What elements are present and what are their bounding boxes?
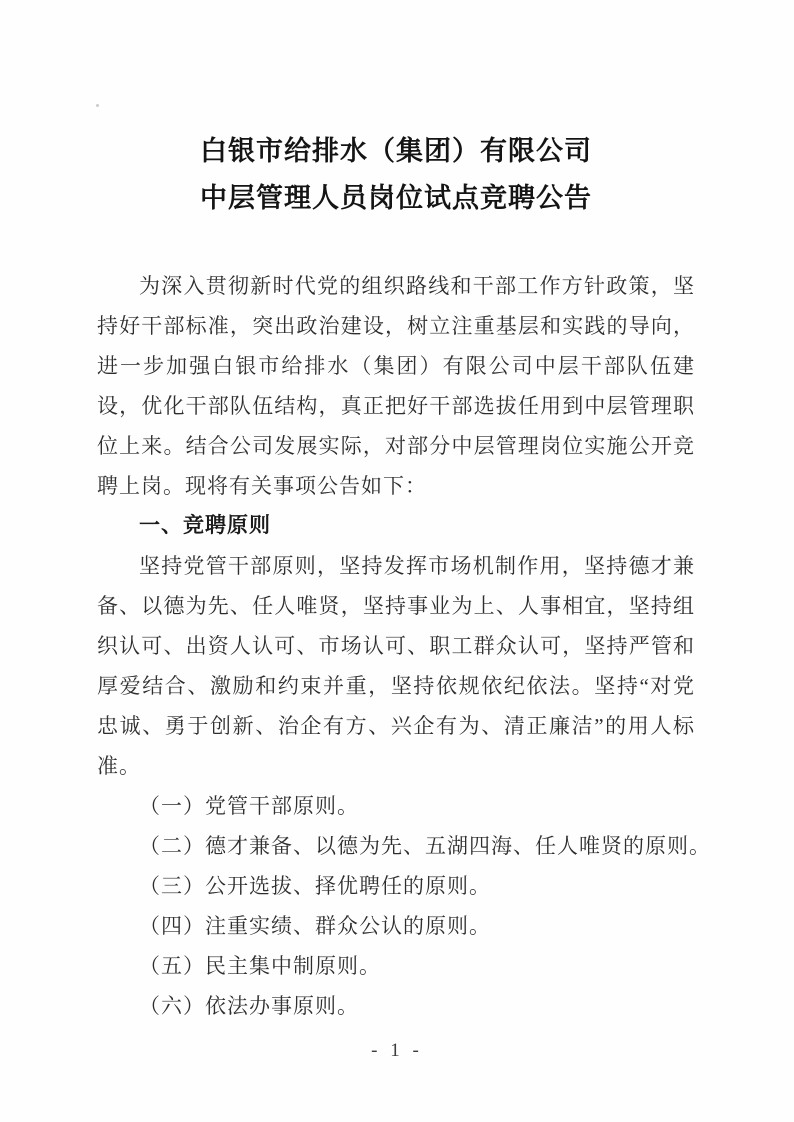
scan-speck [96,104,99,107]
principle-item-2: （二）德才兼备、以德为先、五湖四海、任人唯贤的原则。 [139,834,711,858]
intro-paragraph: 为深入贯彻新时代党的组织路线和干部工作方针政策，坚持好干部标准，突出政治建设，树立注重基层和实践的导向，进一步加强白银市给排水（集团）有限公司中层干部队伍建设，优化干部队伍结构，真正把好干部选拔任用到中层管理职位上来。结合公司发展实际，对部分中层管理岗位实施公开竞聘上岗。现将有关事项公告如下： [97,274,695,498]
document-title-line2: 中层管理人员岗位试点竞聘公告 [200,183,592,213]
principle-item-5: （五）民主集中制原则。 [139,954,381,978]
principle-item-1: （一）党管干部原则。 [139,794,359,818]
document-content [97,128,711,1026]
page-number: - 1 - [371,1040,423,1061]
section-1-paragraph: 坚持党管干部原则，坚持发挥市场机制作用，坚持德才兼备、以德为先、任人唯贤，坚持事业为上、人事相宜，坚持组织认可、出资人认可、市场认可、职工群众认可，坚持严管和厚爱结合、激励和约束并重，坚持依规依纪依法。坚持“对党忠诚、勇于创新、治企有方、兴企有为、清正廉洁”的用人标准。 [97,554,695,778]
principle-item-6: （六）依法办事原则。 [139,994,359,1018]
section-heading-1: 一、竞聘原则 [139,514,271,537]
principle-item-4: （四）注重实绩、群众公认的原则。 [139,914,491,938]
principle-item-3: （三）公开选拔、择优聘任的原则。 [139,874,491,898]
document-title [97,128,695,222]
document-title-line1: 白银市给排水（集团）有限公司 [200,136,592,166]
